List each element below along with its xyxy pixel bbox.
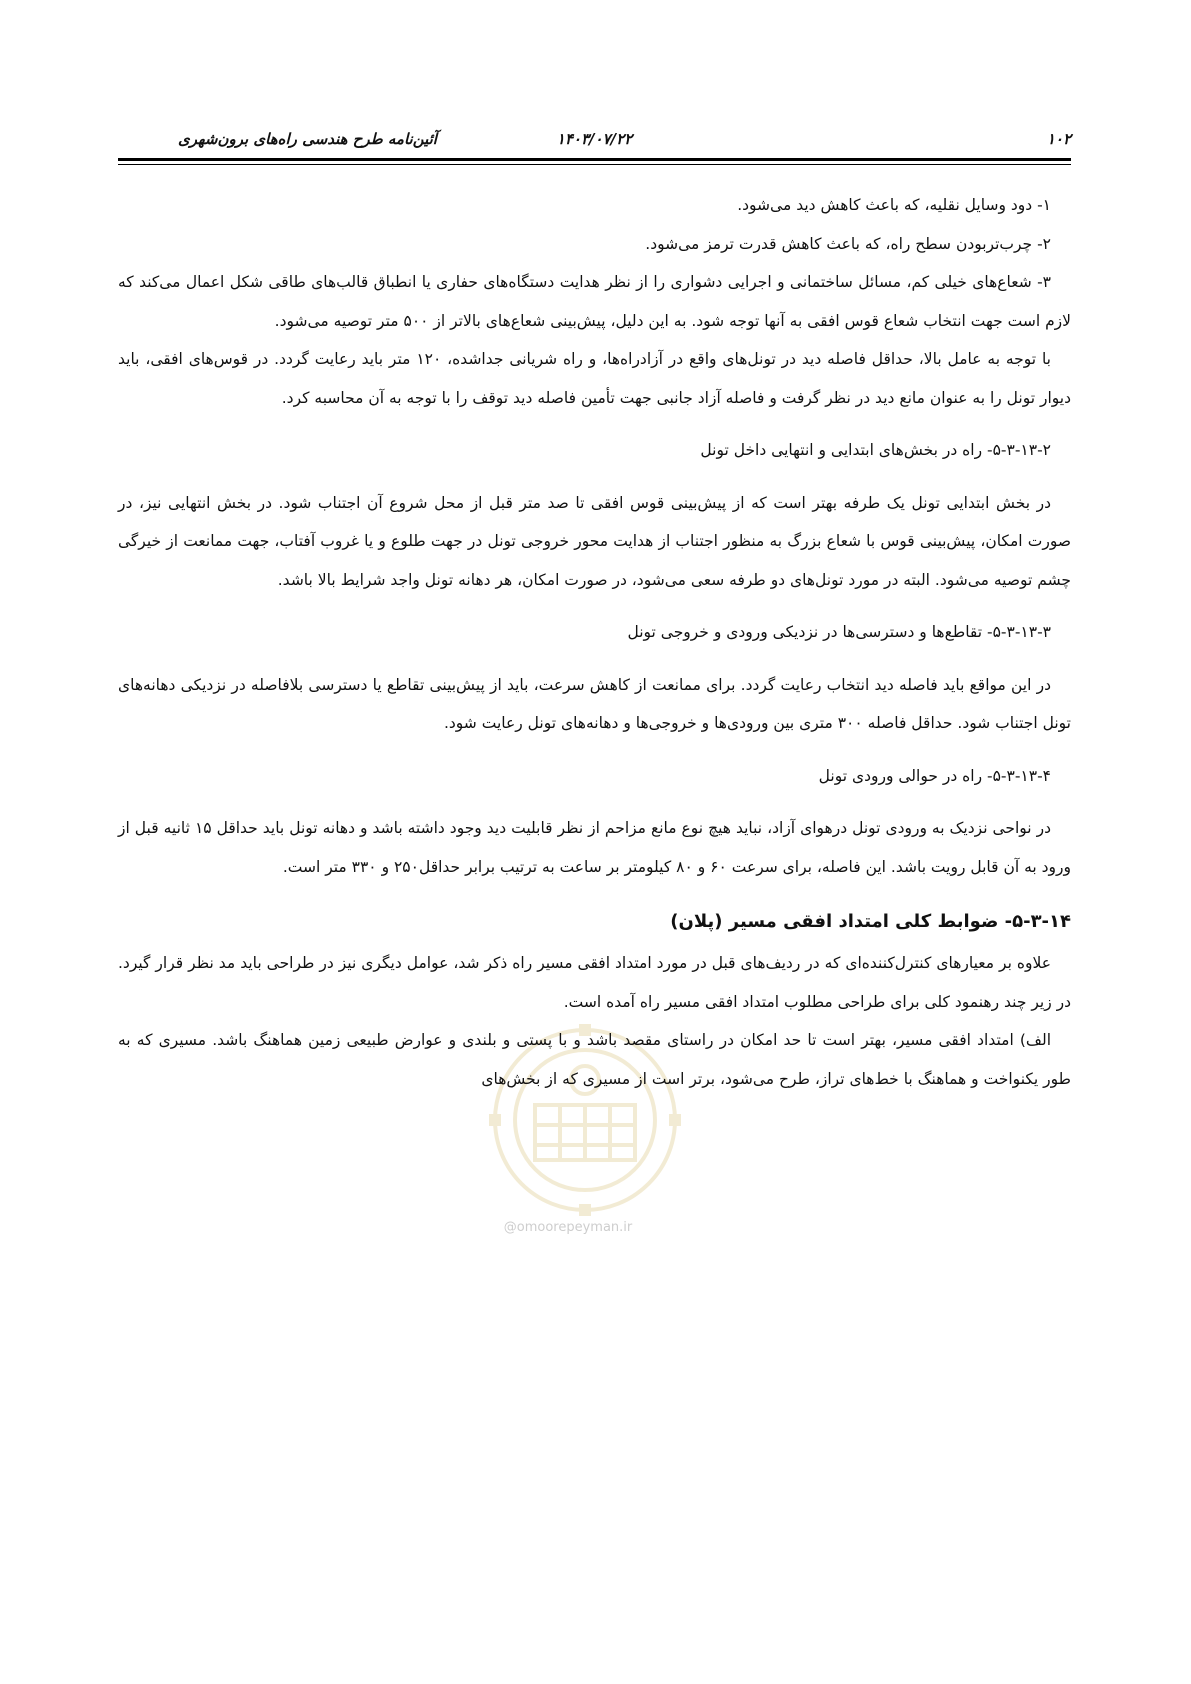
paragraph-sight-distance: با توجه به عامل بالا، حداقل فاصله دید در تونل‌های واقع در آزادراه‌ها، و راه شریانی جداشده، ۱۲۰ متر باید رعایت گردد. در قوس‌های افقی، باید دیوار تونل را به عنوان مانع دید در نظر گرفت و فاصله آزاد جانبی جهت تأمین فاصله دید توقف را با توجه به آن محاسبه کرد. (118, 350, 1071, 407)
watermark-text: @omoorepeyman.ir (503, 1220, 633, 1235)
paragraph-alef: الف) امتداد افقی مسیر، بهتر است تا حد امکان در راستای مقصد باشد و با پستی و بلندی و عوارض طبیعی زمین هماهنگ باشد. مسیری که به طور یکنواخت و هماهنگ با خط‌های تراز، طرح می‌شود، برتر است از مسیری که از بخش‌های (118, 1031, 1071, 1088)
subsection-heading-2: ۵-۳-۱۳-۲- راه در بخش‌های ابتدایی و انتهایی داخل تونل (700, 441, 1051, 459)
header-title: آئین‌نامه طرح هندسی راه‌های برون‌شهری (178, 130, 437, 148)
subsection-paragraph-2: در بخش ابتدایی تونل یک طرفه بهتر است که از پیش‌بینی قوس افقی تا صد متر قبل از محل شروع آن اجتناب شود. در بخش انتهایی نیز، در صورت امکان، پیش‌بینی قوس با شعاع بزرگ به منظور اجتناب از هدایت محور خروجی تونل در جهت طلوع و یا غروب آفتاب، جهت ممانعت از خیرگی چشم توصیه می‌شود. البته در مورد تونل‌های دو طرفه سعی می‌شود، در صورت امکان، هر دهانه تونل واجد شرایط بالا باشد. (118, 493, 1071, 589)
body-text (118, 186, 1071, 1098)
list-item-2: ۲- چرب‌تربودن سطح راه، که باعث کاهش قدرت ترمز می‌شود. (645, 234, 1051, 253)
subsection-heading-4: ۵-۳-۱۳-۴- راه در حوالی ورودی تونل (818, 766, 1051, 785)
subsection-paragraph-4: در نواحی نزدیک به ورودی تونل درهوای آزاد، نباید هیچ نوع مانع مزاحم از نظر قابلیت دید وجود داشته باشد و دهانه تونل باید حداقل ۱۵ ثانیه قبل از ورود به آن قابل رویت باشد. این فاصله، برای سرعت ۶۰ و ۸۰ کیلومتر بر ساعت به ترتیب برابر حداقل۲۵۰ و ۳۳۰ متر است. (118, 819, 1071, 876)
section-heading: ۵-۳-۱۴- ضوابط کلی امتداد افقی مسیر (پلان) (670, 911, 1071, 932)
subsection-paragraph-3: در این مواقع باید فاصله دید انتخاب رعایت گردد. برای ممانعت از کاهش سرعت، باید از پیش‌بینی تقاطع یا دسترسی بلافاصله در نزدیکی دهانه‌های تونل اجتناب شود. حداقل فاصله ۳۰۰ متری بین ورودی‌ها و خروجی‌ها و دهانه‌های تونل رعایت شود. (118, 675, 1071, 732)
list-item-1: ۱- دود وسایل نقلیه، که باعث کاهش دید می‌شود. (737, 196, 1051, 214)
subsection-heading-3: ۵-۳-۱۳-۳- تقاطع‌ها و دسترسی‌ها در نزدیکی ورودی و خروجی تونل (627, 623, 1051, 641)
section-paragraph: علاوه بر معیارهای کنترل‌کننده‌ای که در ردیف‌های قبل در مورد امتداد افقی مسیر راه ذکر شد، عوامل دیگری نیز در طراحی باید مد نظر قرار گیرد. در زیر چند رهنمود کلی برای طراحی مطلوب امتداد افقی مسیر راه آمده است. (118, 954, 1071, 1011)
header-date: ۱۴۰۳/۰۷/۲۲ (556, 130, 633, 148)
header-rule-thin (118, 164, 1071, 165)
page-number: ۱۰۲ (1046, 130, 1071, 148)
list-item-3: ۳- شعاع‌های خیلی کم، مسائل ساختمانی و اجرایی دشواری را از نظر هدایت دستگاه‌های حفاری یا انطباق قالب‌های طاقی شکل اعمال می‌کند که لازم است جهت انتخاب شعاع قوس افقی به آنها توجه شود. به این دلیل، پیش‌بینی شعاع‌های بالاتر از ۵۰۰ متر توصیه می‌شود. (118, 273, 1071, 330)
header-rule-thick (118, 158, 1071, 161)
running-header (118, 128, 1071, 158)
